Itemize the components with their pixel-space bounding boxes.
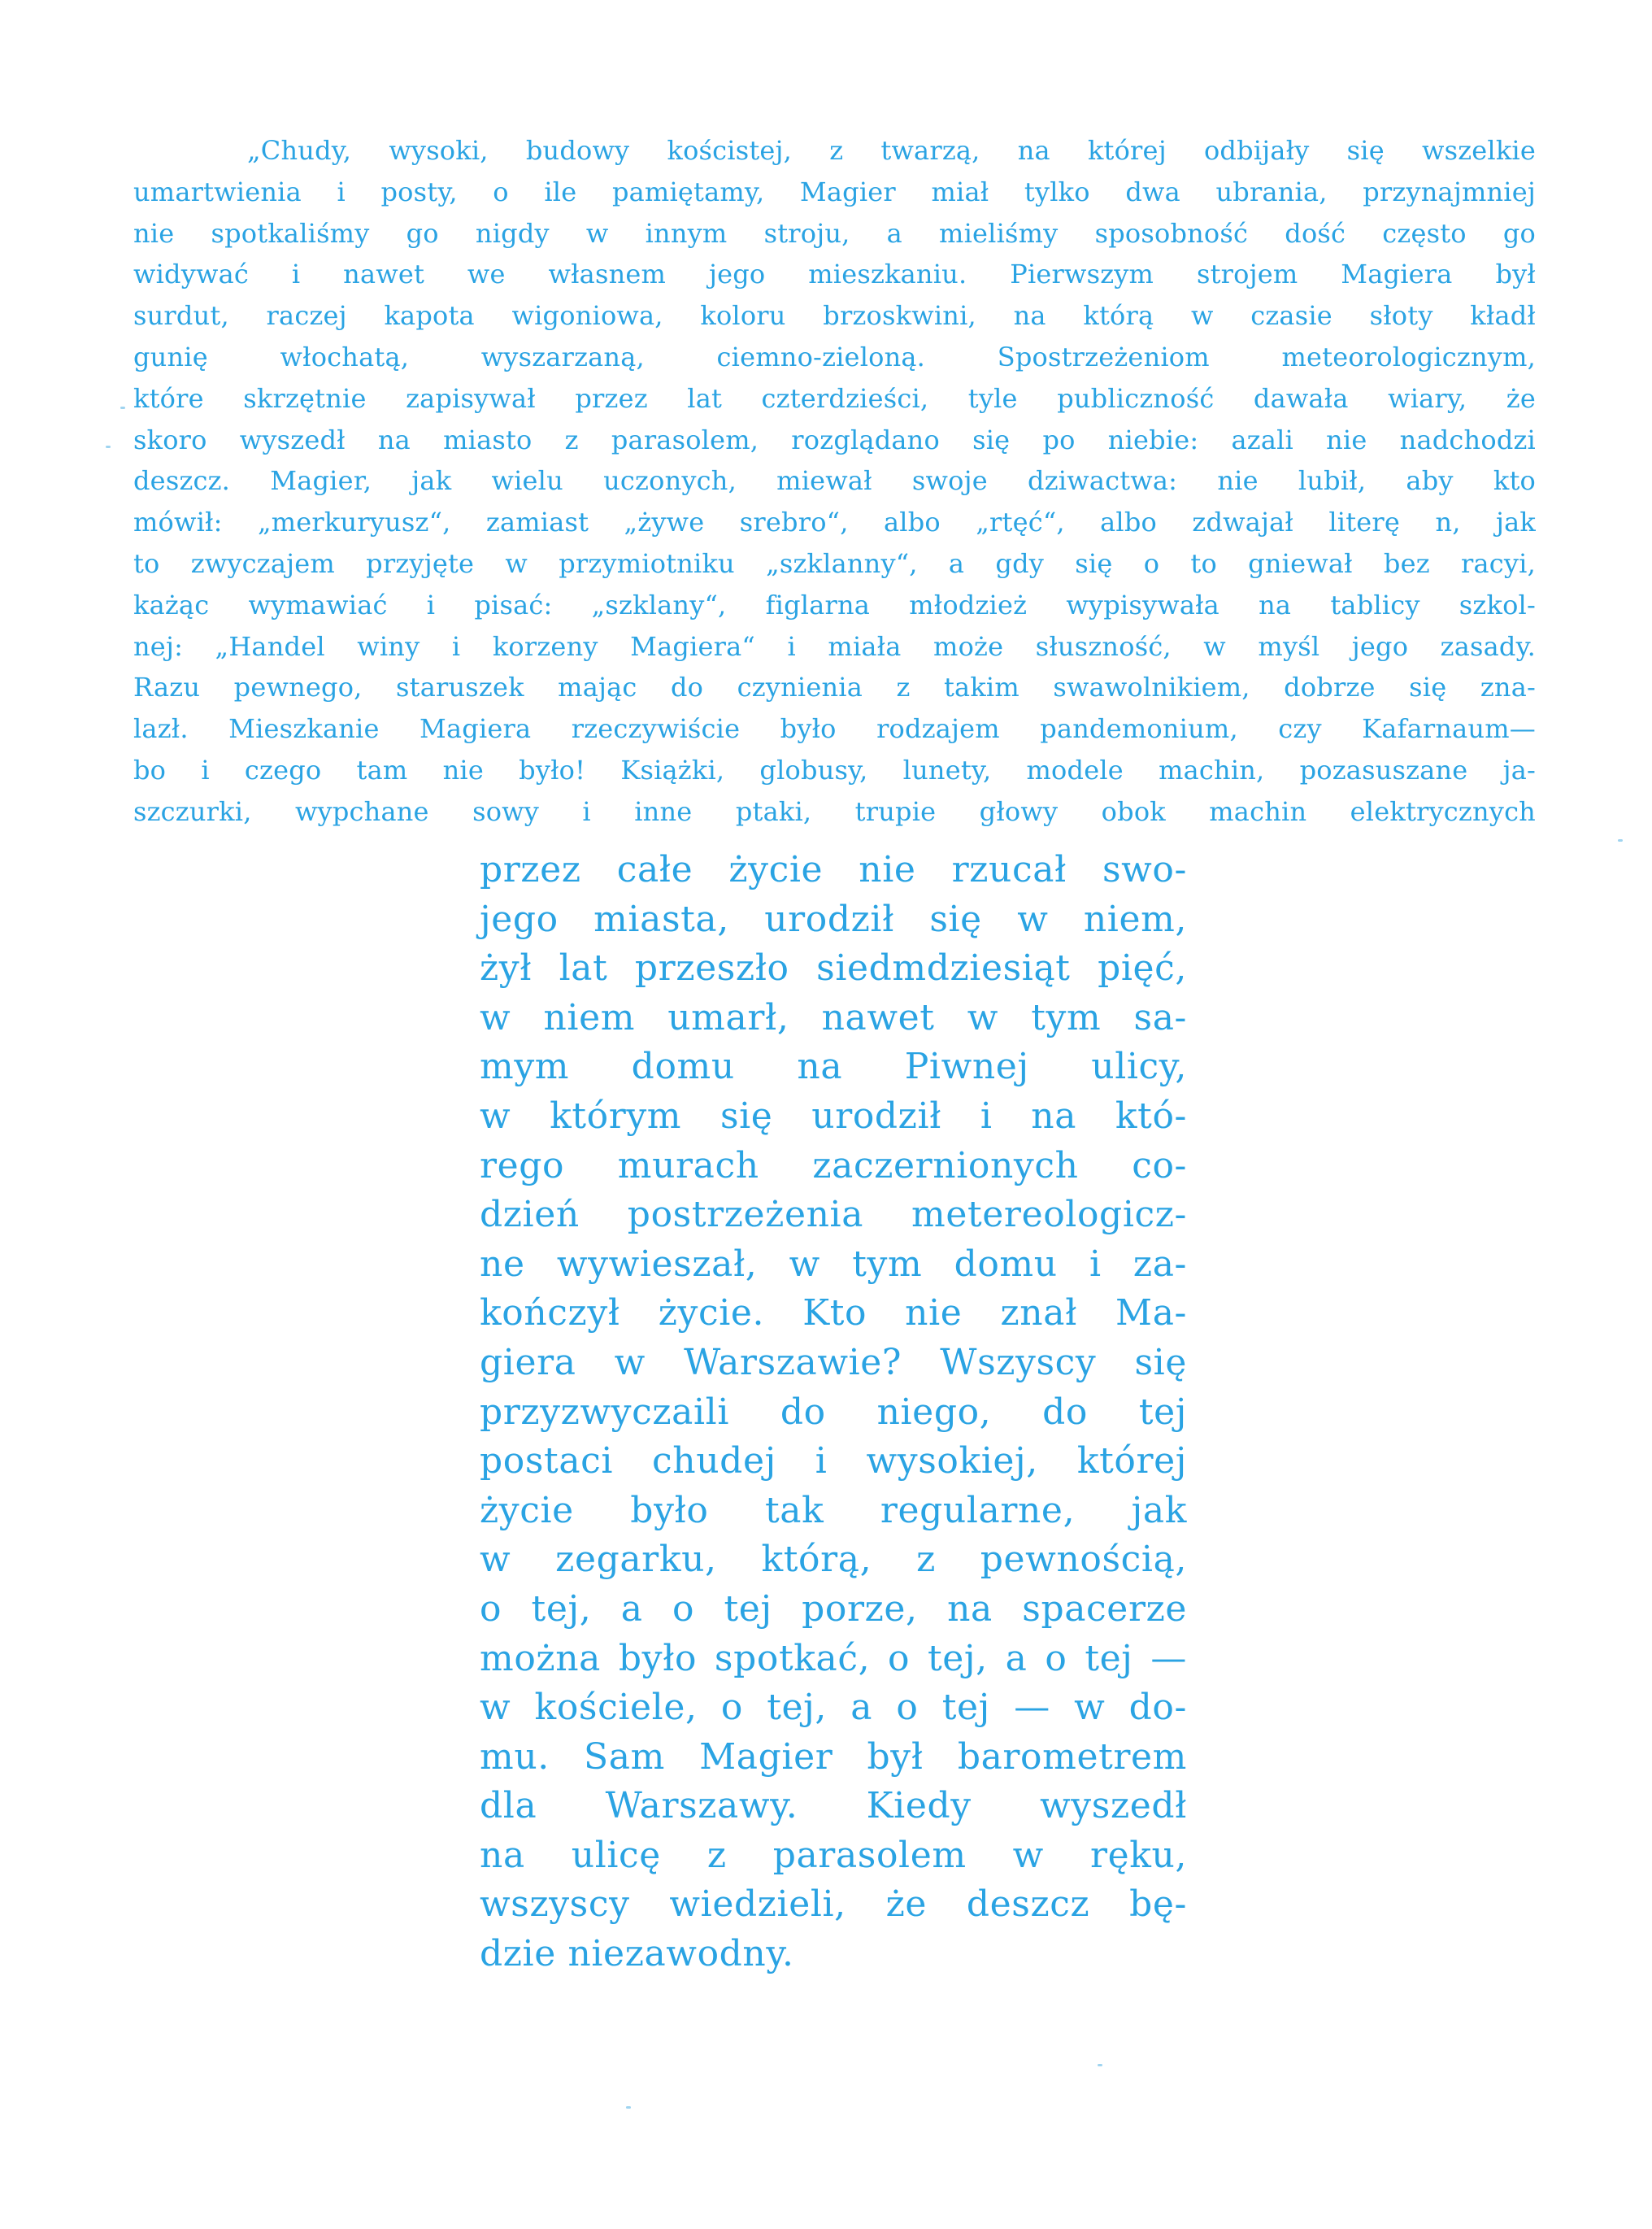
bottom-line: o tej, a o tej porze, na spacerze bbox=[480, 1587, 1187, 1630]
top-line: każąc wymawiać i pisać: „szklany“, figlarna młodzież wypisywała na tablicy szkol- bbox=[133, 589, 1536, 620]
top-line: widywać i nawet we własnem jego mieszkaniu. Pierwszym strojem Magiera był bbox=[133, 259, 1536, 290]
top-line: mówił: „merkuryusz“, zamiast „żywe srebro“, albo „rtęć“, albo zdwajał literę n, jak bbox=[133, 507, 1536, 538]
top-paragraph bbox=[133, 130, 1536, 833]
top-line: nie spotkaliśmy go nigdy w innym stroju, a mieliśmy sposobność dość często go bbox=[133, 217, 1536, 249]
bottom-line: przyzwyczaili do niego, do tej bbox=[480, 1391, 1187, 1433]
scan-speck bbox=[120, 407, 125, 409]
top-line: deszcz. Magier, jak wielu uczonych, miewał swoje dziwactwa: nie lubił, aby kto bbox=[133, 465, 1536, 497]
top-line: „Chudy, wysoki, budowy kościstej, z twarzą, na której odbijały się wszelkie bbox=[247, 135, 1536, 166]
bottom-line: postaci chudej i wysokiej, której bbox=[480, 1440, 1187, 1482]
bottom-line: mu. Sam Magier był barometrem bbox=[480, 1735, 1187, 1778]
top-line: szczurki, wypchane sowy i inne ptaki, trupie głowy obok machin elektrycznych bbox=[133, 795, 1536, 827]
bottom-line: dla Warszawy. Kiedy wyszedł bbox=[480, 1785, 1187, 1827]
bottom-line: dzień postrzeżenia metereologicz- bbox=[480, 1194, 1187, 1236]
scan-speck bbox=[626, 2106, 631, 2109]
bottom-line: można było spotkać, o tej, a o tej — bbox=[480, 1637, 1187, 1679]
top-line: które skrzętnie zapisywał przez lat czterdzieści, tyle publiczność dawała wiary, że bbox=[133, 382, 1536, 414]
bottom-paragraph bbox=[480, 846, 1187, 1979]
top-line: skoro wyszedł na miasto z parasolem, rozglądano się po niebie: azali nie nadchodzi bbox=[133, 424, 1536, 455]
scan-speck bbox=[106, 446, 111, 448]
bottom-line: mym domu na Piwnej ulicy, bbox=[480, 1046, 1187, 1088]
scan-speck bbox=[1618, 839, 1623, 842]
top-line: surdut, raczej kapota wigoniowa, koloru brzoskwini, na którą w czasie słoty kładł bbox=[133, 300, 1536, 332]
top-line: gunię włochatą, wyszarzaną, ciemno-zieloną. Spostrzeżeniom meteorologicznym, bbox=[133, 341, 1536, 372]
bottom-line: przez całe życie nie rzucał swo- bbox=[480, 849, 1187, 890]
top-line: nej: „Handel winy i korzeny Magiera“ i miała może słuszność, w myśl jego zasady. bbox=[133, 630, 1536, 662]
top-line: umartwienia i posty, o ile pamiętamy, Magier miał tylko dwa ubrania, przynajmniej bbox=[133, 176, 1536, 207]
bottom-line: ne wywieszał, w tym domu i za- bbox=[480, 1243, 1187, 1285]
top-line: bo i czego tam nie było! Książki, globusy, lunety, modele machin, pozasuszane ja- bbox=[133, 754, 1536, 786]
bottom-line: giera w Warszawie? Wszyscy się bbox=[480, 1341, 1187, 1383]
bottom-line: w zegarku, którą, z pewnością, bbox=[480, 1539, 1187, 1581]
top-line: to zwyczajem przyjęte w przymiotniku „szklanny“, a gdy się o to gniewał bez racyi, bbox=[133, 547, 1536, 579]
bottom-line: kończył życie. Kto nie znał Ma- bbox=[480, 1292, 1187, 1334]
top-line: Razu pewnego, staruszek mając do czynienia z takim swawolnikiem, dobrze się zna- bbox=[133, 672, 1536, 703]
bottom-line: rego murach zaczernionych co- bbox=[480, 1144, 1187, 1186]
bottom-line: w którym się urodził i na któ- bbox=[480, 1095, 1187, 1137]
scan-speck bbox=[1098, 2064, 1102, 2066]
bottom-line: wszyscy wiedzieli, że deszcz bę- bbox=[480, 1883, 1187, 1926]
bottom-line: dzie niezawodny. bbox=[480, 1933, 794, 1975]
bottom-line: żył lat przeszło siedmdziesiąt pięć, bbox=[480, 947, 1187, 990]
bottom-line: życie było tak regularne, jak bbox=[480, 1489, 1187, 1531]
bottom-line: w kościele, o tej, a o tej — w do- bbox=[480, 1687, 1187, 1729]
bottom-line: jego miasta, urodził się w niem, bbox=[480, 898, 1187, 940]
bottom-line: na ulicę z parasolem w ręku, bbox=[480, 1834, 1187, 1876]
bottom-line: w niem umarł, nawet w tym sa- bbox=[480, 996, 1187, 1038]
top-line: lazł. Mieszkanie Magiera rzeczywiście było rodzajem pandemonium, czy Kafarnaum— bbox=[133, 713, 1536, 745]
